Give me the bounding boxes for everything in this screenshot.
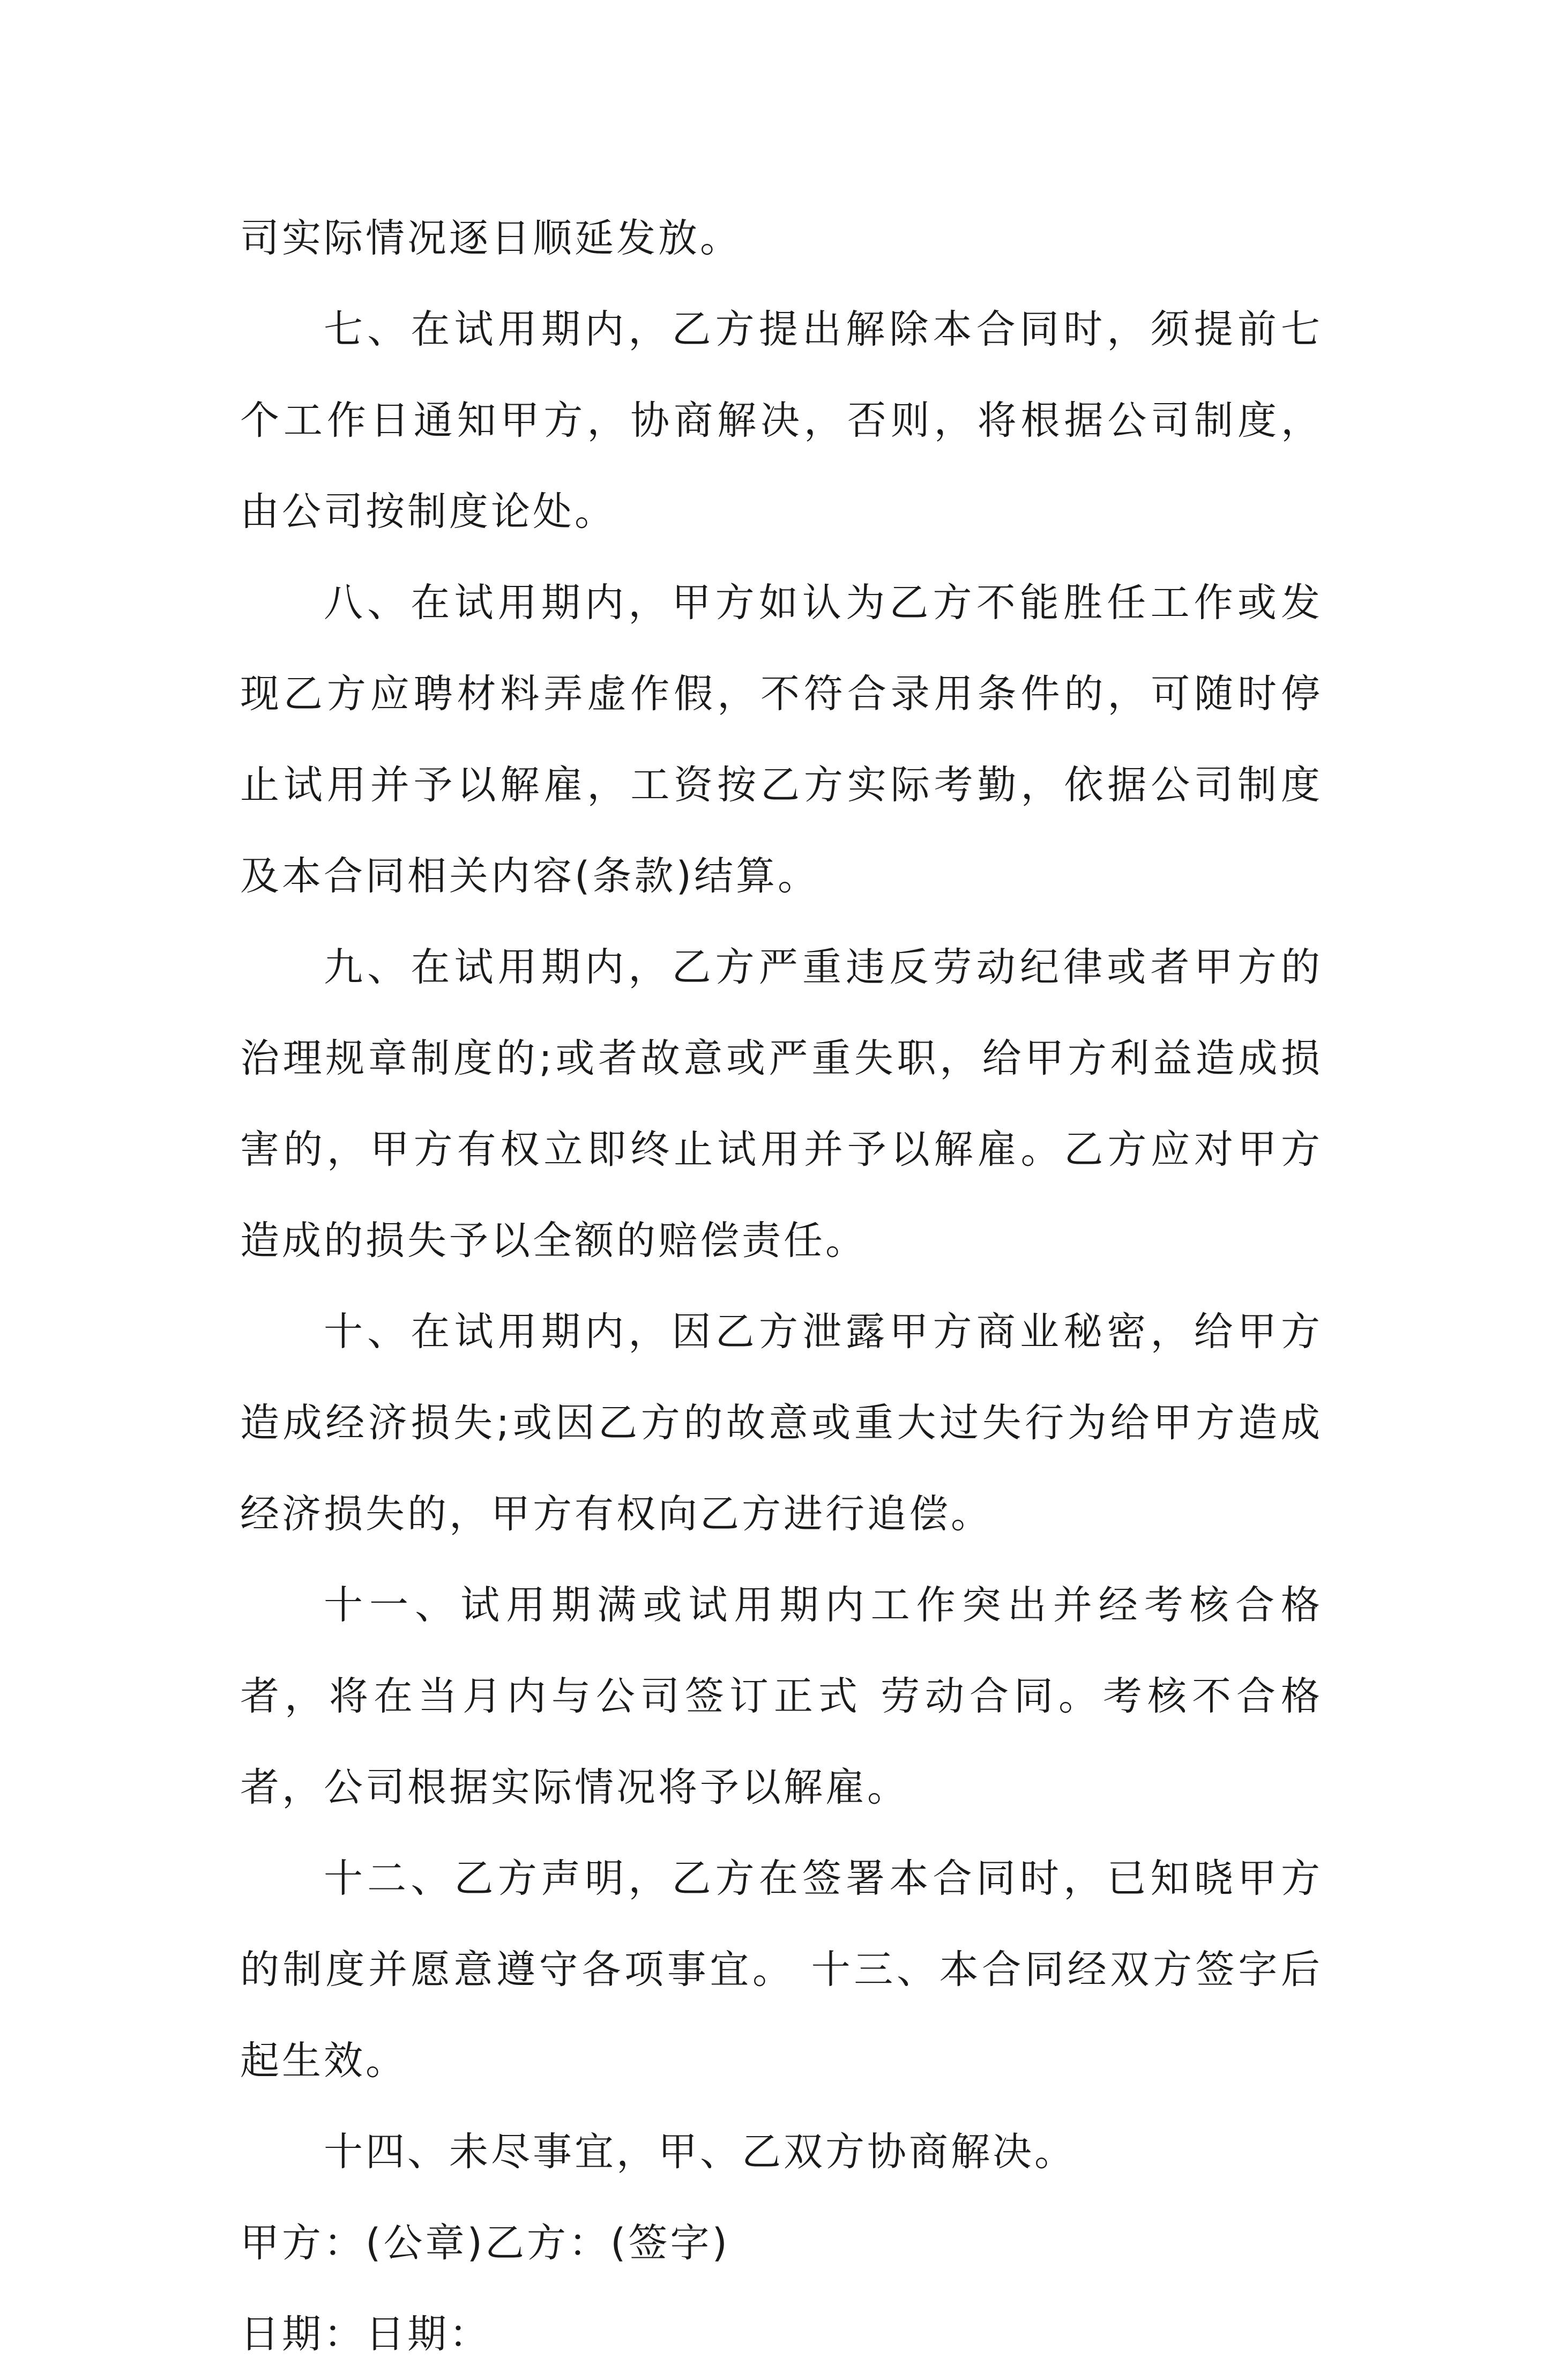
clause-seven: 七、在试用期内，乙方提出解除本合同时，须提前七个工作日通知甲方，协商解决，否则，将根据公司制度，由公司按制度论处。 bbox=[240, 307, 1323, 534]
clause-ten: 十、在试用期内，因乙方泄露甲方商业秘密，给甲方造成经济损失;或因乙方的故意或重大过失行为给甲方造成经济损失的，甲方有权向乙方进行追偿。 bbox=[240, 1309, 1323, 1537]
signature-line: 甲方：(公章)乙方：(签字) bbox=[240, 2220, 730, 2266]
clause-eight: 八、在试用期内，甲方如认为乙方不能胜任工作或发现乙方应聘材料弄虚作假，不符合录用条件的，可随时停止试用并予以解雇，工资按乙方实际考勤，依据公司制度及本合同相关内容(条款)结算。 bbox=[240, 580, 1323, 899]
clause-fourteen: 十四、未尽事宜，甲、乙双方协商解决。 bbox=[324, 2129, 1076, 2175]
clause-twelve: 十二、乙方声明，乙方在签署本合同时，已知晓甲方的制度并愿意遵守各项事宜。 十三、本合同经双方签字后起生效。 bbox=[240, 1856, 1323, 2084]
paragraph-continued: 司实际情况逐日顺延发放。 bbox=[240, 215, 742, 261]
clause-eleven: 十一、试用期满或试用期内工作突出并经考核合格者，将在当月内与公司签订正式 劳动合同。考核不合格者，公司根据实际情况将予以解雇。 bbox=[240, 1582, 1323, 1810]
clause-nine: 九、在试用期内，乙方严重违反劳动纪律或者甲方的治理规章制度的;或者故意或严重失职，给甲方利益造成损害的，甲方有权立即终止试用并予以解雇。乙方应对甲方造成的损失予以全额的赔偿责任。 bbox=[240, 944, 1323, 1263]
contract-body bbox=[240, 193, 1323, 2380]
date-line: 日期：日期： bbox=[240, 2311, 491, 2357]
